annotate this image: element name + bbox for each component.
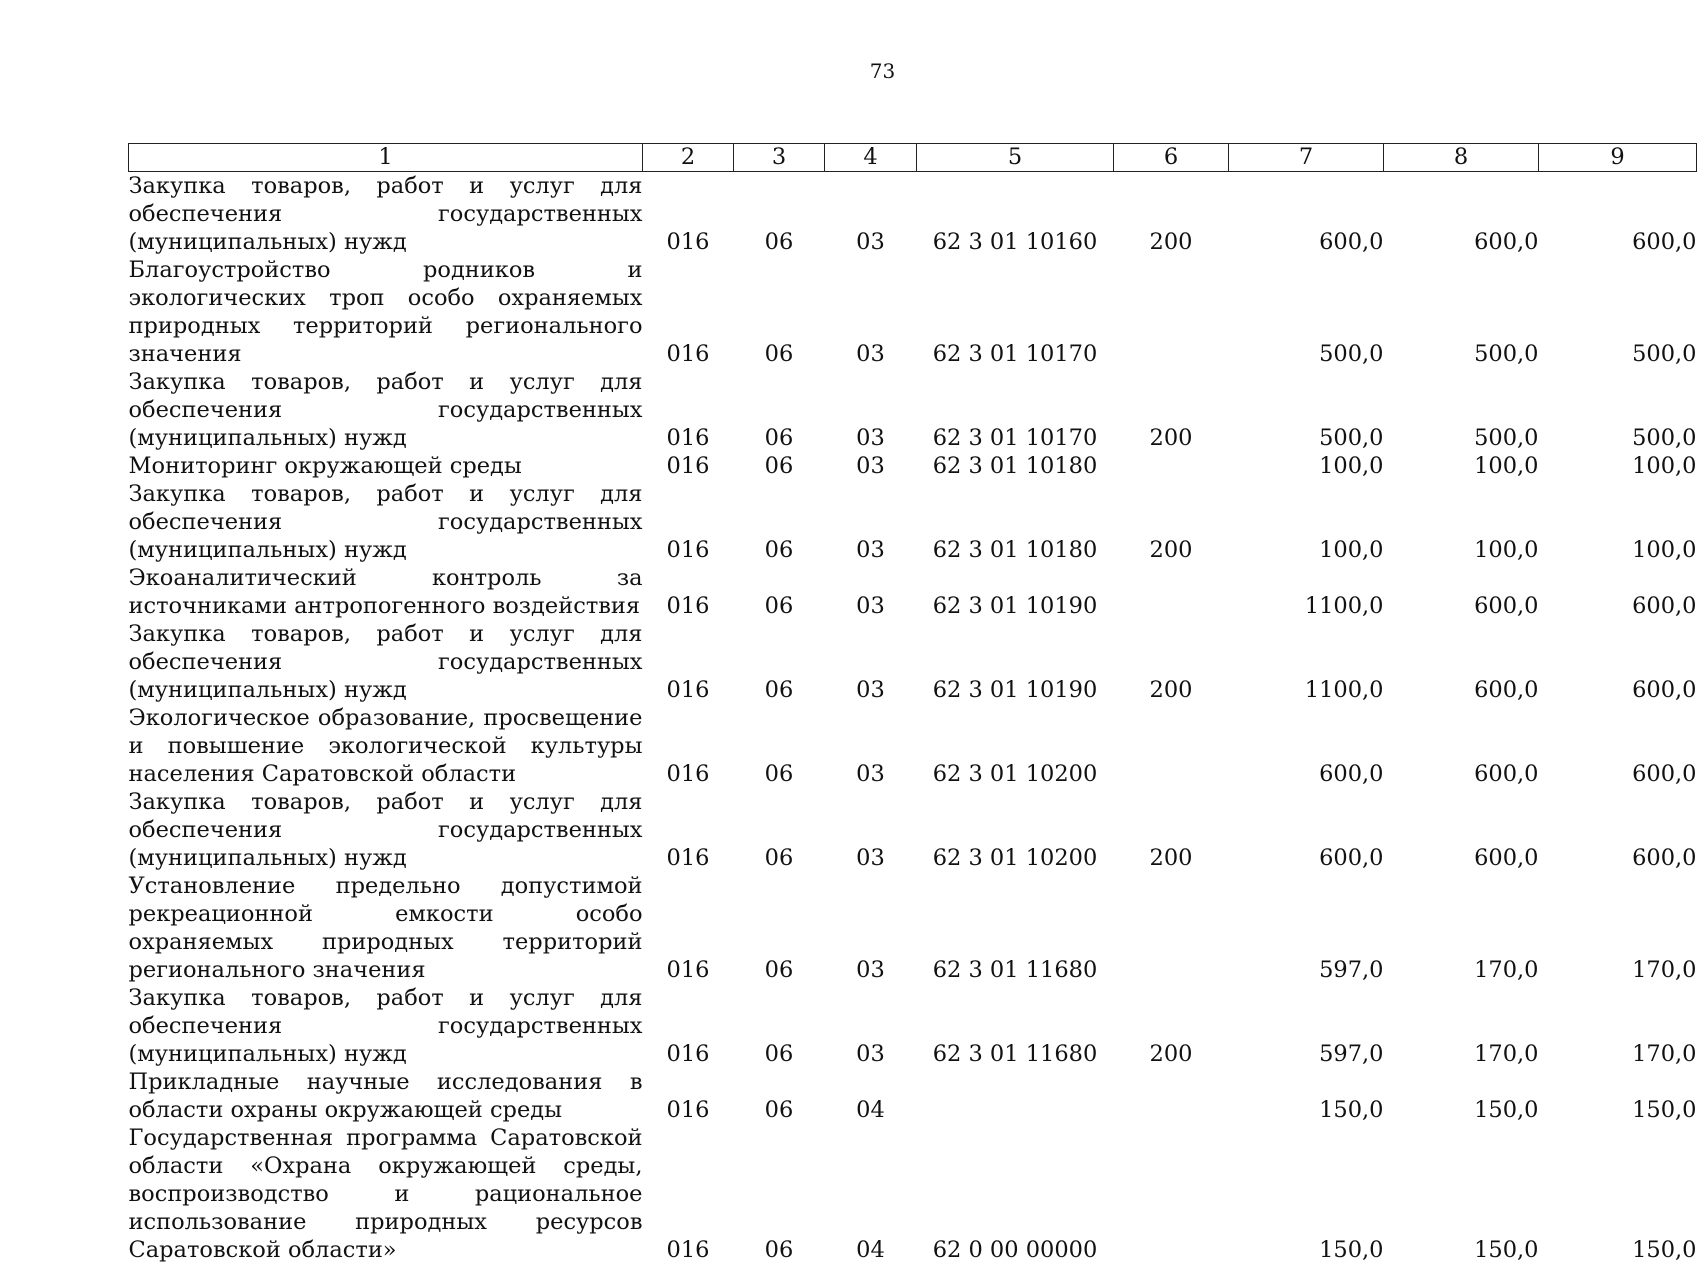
amount-col-7: 1100,0	[1229, 620, 1384, 704]
section-code: 06	[734, 984, 825, 1068]
amount-col-9: 500,0	[1539, 256, 1697, 368]
section-code: 06	[734, 368, 825, 452]
ministry-code: 016	[643, 256, 734, 368]
ministry-code: 016	[643, 872, 734, 984]
target-article-code: 62 3 01 10200	[917, 788, 1114, 872]
table-row	[129, 564, 1697, 620]
amount-col-8: 100,0	[1384, 452, 1539, 480]
header-cell: 7	[1229, 144, 1384, 172]
amount-col-8: 100,0	[1384, 480, 1539, 564]
table-row	[129, 620, 1697, 704]
ministry-code: 016	[643, 564, 734, 620]
amount-col-8: 170,0	[1384, 984, 1539, 1068]
item-name: Закупка товаров, работ и услуг для обеспечения государственных (муниципальных) нужд	[129, 984, 643, 1068]
item-name: Закупка товаров, работ и услуг для обеспечения государственных (муниципальных) нужд	[129, 620, 643, 704]
header-cell: 3	[734, 144, 825, 172]
amount-col-7: 1100,0	[1229, 564, 1384, 620]
table-header	[129, 144, 1697, 172]
item-name: Благоустройство родников и экологических троп особо охраняемых природных территорий регионального значения	[129, 256, 643, 368]
amount-col-8: 600,0	[1384, 788, 1539, 872]
amount-col-9: 100,0	[1539, 452, 1697, 480]
table-row	[129, 368, 1697, 452]
table-row	[129, 872, 1697, 984]
table-row	[129, 1124, 1697, 1264]
header-cell: 5	[917, 144, 1114, 172]
subsection-code: 03	[825, 872, 917, 984]
table-row	[129, 788, 1697, 872]
amount-col-7: 600,0	[1229, 704, 1384, 788]
item-name: Закупка товаров, работ и услуг для обеспечения государственных (муниципальных) нужд	[129, 368, 643, 452]
table-row	[129, 452, 1697, 480]
section-code: 06	[734, 1068, 825, 1124]
amount-col-9: 170,0	[1539, 872, 1697, 984]
item-name: Закупка товаров, работ и услуг для обеспечения государственных (муниципальных) нужд	[129, 788, 643, 872]
target-article-code: 62 3 01 11680	[917, 872, 1114, 984]
header-cell: 8	[1384, 144, 1539, 172]
target-article-code: 62 3 01 10190	[917, 620, 1114, 704]
expense-type-code: 200	[1114, 172, 1229, 257]
subsection-code: 03	[825, 480, 917, 564]
expense-type-code: 200	[1114, 620, 1229, 704]
table-row	[129, 480, 1697, 564]
subsection-code: 03	[825, 788, 917, 872]
section-code: 06	[734, 256, 825, 368]
expense-type-code	[1114, 1124, 1229, 1264]
amount-col-9: 170,0	[1539, 984, 1697, 1068]
amount-col-7: 500,0	[1229, 256, 1384, 368]
amount-col-7: 500,0	[1229, 368, 1384, 452]
amount-col-9: 600,0	[1539, 172, 1697, 257]
amount-col-7: 150,0	[1229, 1124, 1384, 1264]
item-name: Экологическое образование, просвещение и повышение экологической культуры населения Саратовской области	[129, 704, 643, 788]
target-article-code: 62 3 01 10170	[917, 368, 1114, 452]
ministry-code: 016	[643, 480, 734, 564]
target-article-code: 62 3 01 10180	[917, 480, 1114, 564]
table-row	[129, 704, 1697, 788]
target-article-code: 62 3 01 10160	[917, 172, 1114, 257]
header-row	[129, 144, 1697, 172]
section-code: 06	[734, 620, 825, 704]
section-code: 06	[734, 480, 825, 564]
item-name: Экоаналитический контроль за источниками антропогенного воздействия	[129, 564, 643, 620]
ministry-code: 016	[643, 704, 734, 788]
ministry-code: 016	[643, 368, 734, 452]
ministry-code: 016	[643, 172, 734, 257]
item-name: Государственная программа Саратовской области «Охрана окружающей среды, воспроизводство и рациональное использование природных ресурсов Саратовской области»	[129, 1124, 643, 1264]
section-code: 06	[734, 788, 825, 872]
target-article-code: 62 3 01 10180	[917, 452, 1114, 480]
table-row	[129, 1068, 1697, 1124]
table-row	[129, 984, 1697, 1068]
amount-col-8: 600,0	[1384, 172, 1539, 257]
table-body	[129, 172, 1697, 1264]
item-name: Мониторинг окружающей среды	[129, 452, 643, 480]
target-article-code: 62 3 01 10190	[917, 564, 1114, 620]
table-row	[129, 256, 1697, 368]
amount-col-7: 597,0	[1229, 984, 1384, 1068]
amount-col-8: 150,0	[1384, 1124, 1539, 1264]
page-number: 73	[0, 58, 1697, 84]
target-article-code: 62 3 01 10170	[917, 256, 1114, 368]
header-cell: 9	[1539, 144, 1697, 172]
amount-col-8: 600,0	[1384, 564, 1539, 620]
subsection-code: 04	[825, 1124, 917, 1264]
expense-type-code	[1114, 704, 1229, 788]
header-cell: 1	[129, 144, 643, 172]
amount-col-7: 597,0	[1229, 872, 1384, 984]
subsection-code: 03	[825, 620, 917, 704]
amount-col-9: 100,0	[1539, 480, 1697, 564]
item-name: Прикладные научные исследования в области охраны окружающей среды	[129, 1068, 643, 1124]
expense-type-code	[1114, 1068, 1229, 1124]
ministry-code: 016	[643, 984, 734, 1068]
header-cell: 4	[825, 144, 917, 172]
section-code: 06	[734, 872, 825, 984]
target-article-code: 62 3 01 10200	[917, 704, 1114, 788]
amount-col-8: 500,0	[1384, 256, 1539, 368]
ministry-code: 016	[643, 788, 734, 872]
amount-col-9: 600,0	[1539, 620, 1697, 704]
target-article-code: 62 3 01 11680	[917, 984, 1114, 1068]
subsection-code: 03	[825, 984, 917, 1068]
expense-type-code: 200	[1114, 368, 1229, 452]
section-code: 06	[734, 172, 825, 257]
expense-type-code	[1114, 564, 1229, 620]
subsection-code: 03	[825, 564, 917, 620]
subsection-code: 03	[825, 172, 917, 257]
amount-col-9: 500,0	[1539, 368, 1697, 452]
section-code: 06	[734, 704, 825, 788]
amount-col-9: 150,0	[1539, 1068, 1697, 1124]
ministry-code: 016	[643, 452, 734, 480]
budget-table	[128, 143, 1697, 1264]
amount-col-9: 600,0	[1539, 564, 1697, 620]
item-name: Закупка товаров, работ и услуг для обеспечения государственных (муниципальных) нужд	[129, 172, 643, 257]
section-code: 06	[734, 564, 825, 620]
amount-col-9: 600,0	[1539, 704, 1697, 788]
subsection-code: 03	[825, 452, 917, 480]
amount-col-7: 600,0	[1229, 172, 1384, 257]
target-article-code	[917, 1068, 1114, 1124]
expense-type-code: 200	[1114, 480, 1229, 564]
expense-type-code	[1114, 872, 1229, 984]
ministry-code: 016	[643, 620, 734, 704]
amount-col-8: 170,0	[1384, 872, 1539, 984]
item-name: Закупка товаров, работ и услуг для обеспечения государственных (муниципальных) нужд	[129, 480, 643, 564]
ministry-code: 016	[643, 1068, 734, 1124]
table-row	[129, 172, 1697, 257]
section-code: 06	[734, 452, 825, 480]
amount-col-7: 150,0	[1229, 1068, 1384, 1124]
amount-col-8: 150,0	[1384, 1068, 1539, 1124]
subsection-code: 03	[825, 704, 917, 788]
amount-col-7: 100,0	[1229, 480, 1384, 564]
expense-type-code: 200	[1114, 788, 1229, 872]
expense-type-code	[1114, 452, 1229, 480]
ministry-code: 016	[643, 1124, 734, 1264]
section-code: 06	[734, 1124, 825, 1264]
header-cell: 2	[643, 144, 734, 172]
amount-col-9: 150,0	[1539, 1124, 1697, 1264]
amount-col-7: 600,0	[1229, 788, 1384, 872]
amount-col-9: 600,0	[1539, 788, 1697, 872]
amount-col-7: 100,0	[1229, 452, 1384, 480]
header-cell: 6	[1114, 144, 1229, 172]
amount-col-8: 500,0	[1384, 368, 1539, 452]
subsection-code: 04	[825, 1068, 917, 1124]
amount-col-8: 600,0	[1384, 620, 1539, 704]
target-article-code: 62 0 00 00000	[917, 1124, 1114, 1264]
amount-col-8: 600,0	[1384, 704, 1539, 788]
expense-type-code	[1114, 256, 1229, 368]
subsection-code: 03	[825, 256, 917, 368]
item-name: Установление предельно допустимой рекреационной емкости особо охраняемых природных территорий регионального значения	[129, 872, 643, 984]
expense-type-code: 200	[1114, 984, 1229, 1068]
subsection-code: 03	[825, 368, 917, 452]
